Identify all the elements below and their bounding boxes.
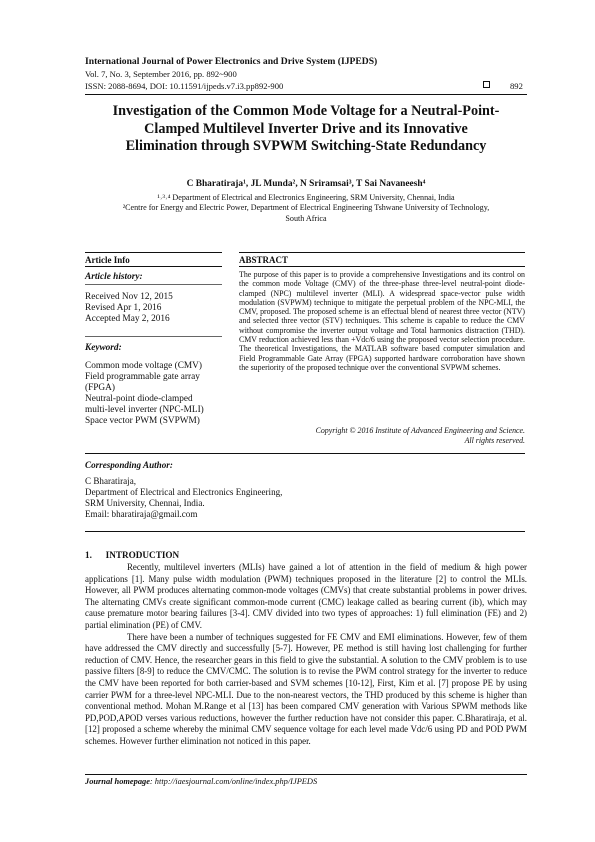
footer-divider	[85, 774, 527, 775]
keyword-top-rule	[85, 336, 222, 337]
journal-issn-doi: ISSN: 2088-8694, DOI: 10.11591/ijpeds.v7.i3.pp892-900	[85, 81, 284, 91]
abstract-top-rule	[239, 252, 525, 253]
info-top-rule	[85, 252, 222, 253]
history-rule	[85, 284, 222, 285]
keyword-item: Space vector PWM (SVPWM)	[85, 416, 200, 426]
affiliations	[85, 193, 527, 224]
title-line: Elimination through SVPWM Switching-State Redundancy	[125, 138, 487, 154]
affiliation-line: South Africa	[285, 213, 327, 223]
corresponding-line: Department of Electrical and Electronics Engineering,	[85, 487, 283, 497]
affiliation-line: ¹˒³˒⁴ Department of Electrical and Electronics Engineering, SRM University, Chennai, India	[157, 193, 455, 202]
journal-volume: Vol. 7, No. 3, September 2016, pp. 892~900	[85, 69, 237, 79]
abstract-heading: ABSTRACT	[239, 255, 289, 265]
header-divider	[85, 94, 527, 95]
page-number: 892	[510, 81, 523, 91]
homepage-label: Journal homepage	[85, 777, 150, 786]
title-line: Investigation of the Common Mode Voltage for a Neutral-Point-	[112, 103, 500, 119]
corresponding-details	[85, 476, 282, 520]
introduction-body	[85, 562, 527, 748]
corresponding-email: Email: bharatiraja@gmail.com	[85, 509, 198, 519]
keyword-list	[85, 361, 225, 427]
keyword-heading: Keyword:	[85, 343, 122, 353]
section-heading-introduction: 1. INTRODUCTION	[85, 550, 180, 560]
article-info-heading: Article Info	[85, 255, 130, 265]
affiliation-line: ²Centre for Energy and Electric Power, Department of Electrical Engineering Tshwane University of Technology,	[122, 203, 490, 213]
history-heading: Article history:	[85, 272, 143, 282]
info-heading-rule	[85, 266, 222, 267]
corresponding-line: SRM University, Chennai, India.	[85, 498, 205, 508]
title-line: Clamped Multilevel Inverter Drive and its Innovative	[144, 120, 468, 137]
history-item: Revised Apr 1, 2016	[85, 303, 162, 313]
paragraph: There have been a number of techniques suggested for FE CMV and EMI eliminations. However, few of them have addressed the CMV directly and successfully [5-7]. However, PE method is still having lost challenging for further reduction of CMV. Hence, the researcher gears in this field to give the substantial. A solution to the CMV problem is to use passive filters [8-9] to reduce the CMV/CMC. The solution is to revise the PWM control strategy for the inverter to reduce the CMV have been reported for both carrier-based and SVM schemes [10-12], First, Kim et al. [7] propose PE by using carrier PWM for a three-level NPC-MLI. Due to the non-nearest vectors, the THD produced by this scheme is higher than conventional method. Mohan M.Range et al [13] has been compared CMV generation with Various SPWM methods like PD,POD,APOD verses various reductions, however the further reduction have not consider this paper. C.Bharatiraja, et al. [12] proposed a scheme whereby the minimal CMV sequence voltage for each level made Vdc/6 using PD and POD PWM schemes. However further elimination not noticed in this paper.	[85, 631, 527, 746]
square-icon	[483, 81, 490, 88]
keyword-item: Common mode voltage (CMV)	[85, 361, 202, 371]
keyword-item: (FPGA)	[85, 383, 115, 393]
history-item: Accepted May 2, 2016	[85, 314, 170, 324]
copyright-notice	[239, 426, 525, 446]
corresponding-line: C Bharatiraja,	[85, 476, 137, 486]
abstract-heading-rule	[239, 266, 525, 267]
history-item: Received Nov 12, 2015	[85, 292, 173, 302]
copyright-line: All rights reserved.	[464, 436, 525, 445]
journal-name: International Journal of Power Electronics and Drive System (IJPEDS)	[85, 56, 378, 67]
box-bottom-rule	[85, 453, 525, 454]
author-list: C Bharatiraja¹, JL Munda², N Sriramsai³, T Sai Navaneesh⁴	[186, 179, 426, 189]
copyright-line: Copyright © 2016 Institute of Advanced Engineering and Science.	[315, 426, 525, 435]
history-list	[85, 292, 173, 325]
paragraph: Recently, multilevel inverters (MLIs) have gained a lot of attention in the field of medium & high power applications [1]. Many pulse width modulation (PWM) techniques proposed in the literature [2] to control the MLIs. However, all PWM produces alternating common-mode voltages (CMVs) that create substantial problems in power drives. The alternating CMVs create significant common-mode current (CMC) leakage called as bearing current (ib), which may cause premature motor bearing failures [3-4]. CMV divided into two types of approaches: 1) full elimination (FE) and 2) partial elimination (PE) of CMV.	[85, 562, 527, 630]
paper-title	[85, 103, 527, 156]
keyword-item: multi-level inverter (NPC-MLI)	[85, 405, 204, 415]
corresponding-heading: Corresponding Author:	[85, 460, 173, 470]
keyword-item: Field programmable gate array	[85, 372, 200, 382]
journal-homepage	[85, 777, 317, 786]
abstract-text: The purpose of this paper is to provide a comprehensive Investigations and its control on the common mode Voltage (CMV) of the three-phase three-level neutral-point diode-clamped (NPC) multilevel inverter (MLI). A widespread space-vector pulse width modulation (SVPWM) technique to mitigate the perpetual problem of the NPC-MLI, the CMV, proposed. The proposed scheme is an effectual blend of nearest three vector (NTV) and selected three vector (STV) techniques. This scheme is capable to reduce the CMV without compromise the inverter output voltage and Total harmonics distraction (THD). CMV reduction achieved less than +Vdc/6 using the proposed vector selection procedure. The theoretical Investigations, the MATLAB software based computer simulation and Field Programmable Gate Array (FPGA) supported hardware corroboration have shown the superiority of the proposed technique over the conventional SVPWM schemes.	[239, 270, 525, 372]
homepage-url[interactable]: : http://iaesjournal.com/online/index.php/IJPEDS	[149, 777, 318, 786]
corresponding-bottom-rule	[85, 531, 525, 532]
keyword-item: Neutral-point diode-clamped	[85, 394, 193, 404]
